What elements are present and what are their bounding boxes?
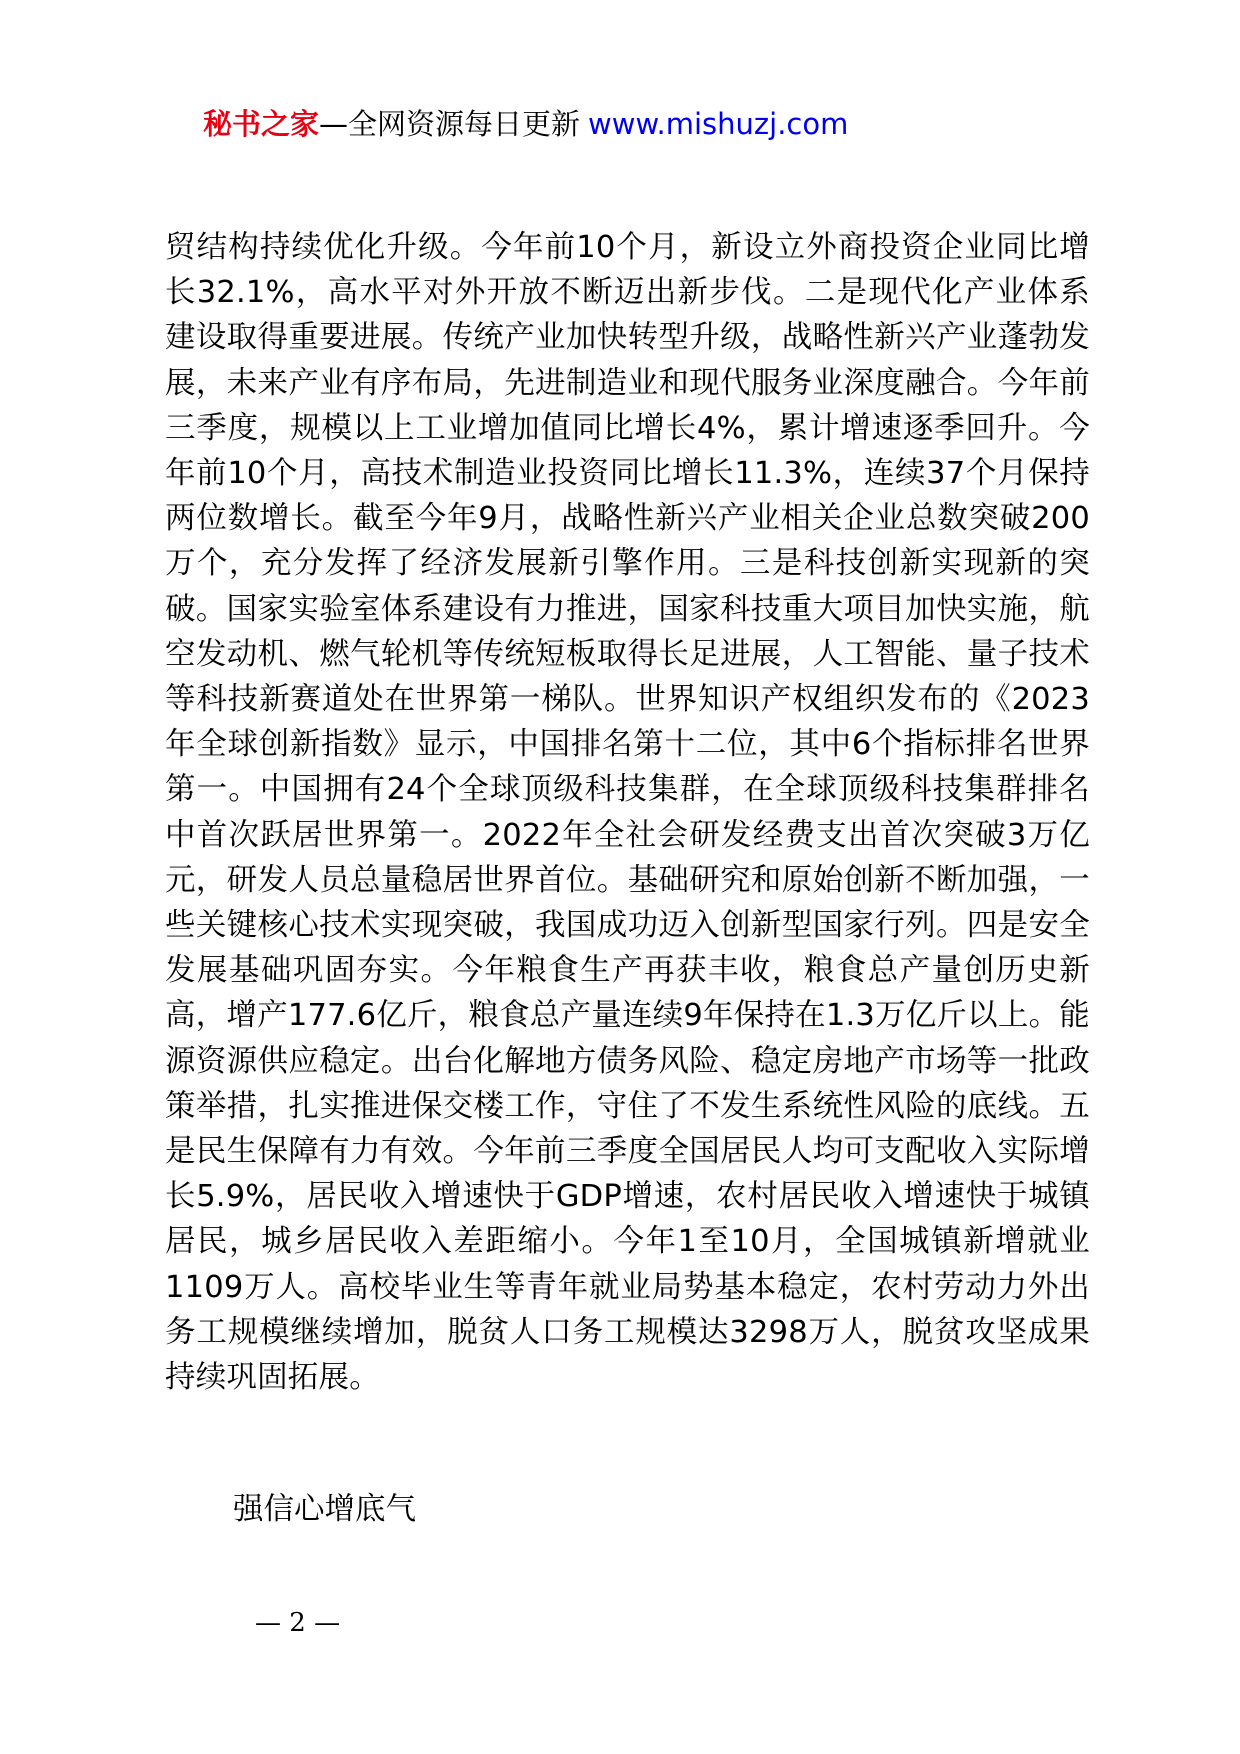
- page-number: — 2 —: [255, 1608, 341, 1638]
- site-url-link[interactable]: www.mishuzj.com: [588, 107, 849, 141]
- body-paragraph: 贸结构持续优化升级。今年前10个月，新设立外商投资企业同比增长32.1%，高水平对外开放不断迈出新步伐。二是现代化产业体系建设取得重要进展。传统产业加快转型升级，战略性新兴产业蓬勃发展，未来产业有序布局，先进制造业和现代服务业深度融合。今年前三季度，规模以上工业增加值同比增长4%，累计增速逐季回升。今年前10个月，高技术制造业投资同比增长11.3%，连续37个月保持两位数增长。截至今年9月，战略性新兴产业相关企业总数突破200万个，充分发挥了经济发展新引擎作用。三是科技创新实现新的突破。国家实验室体系建设有力推进，国家科技重大项目加快实施，航空发动机、燃气轮机等传统短板取得长足进展，人工智能、量子技术等科技新赛道处在世界第一梯队。世界知识产权组织发布的《2023年全球创新指数》显示，中国排名第十二位，其中6个指标排名世界第一。中国拥有24个全球顶级科技集群，在全球顶级科技集群排名中首次跃居世界第一。2022年全社会研发经费支出首次突破3万亿元，研发人员总量稳居世界首位。基础研究和原始创新不断加强，一些关键核心技术实现突破，我国成功迈入创新型国家行列。四是安全发展基础巩固夯实。今年粮食生产再获丰收，粮食总产量创历史新高，增产177.6亿斤，粮食总产量连续9年保持在1.3万亿斤以上。能源资源供应稳定。出台化解地方债务风险、稳定房地产市场等一批政策举措，扎实推进保交楼工作，守住了不发生系统性风险的底线。五是民生保障有力有效。今年前三季度全国居民人均可支配收入实际增长5.9%，居民收入增速快于GDP增速，农村居民收入增速快于城镇居民，城乡居民收入差距缩小。今年1至10月，全国城镇新增就业1109万人。高校毕业生等青年就业局势基本稳定，农村劳动力外出务工规模继续增加，脱贫人口务工规模达3298万人，脱贫攻坚成果持续巩固拓展。: [165, 230, 1090, 1396]
- header-tagline: —全网资源每日更新: [319, 107, 581, 141]
- section-subheading: 强信心增底气: [233, 1492, 416, 1527]
- site-header: [203, 104, 848, 144]
- brand-name: 秘书之家: [203, 107, 320, 141]
